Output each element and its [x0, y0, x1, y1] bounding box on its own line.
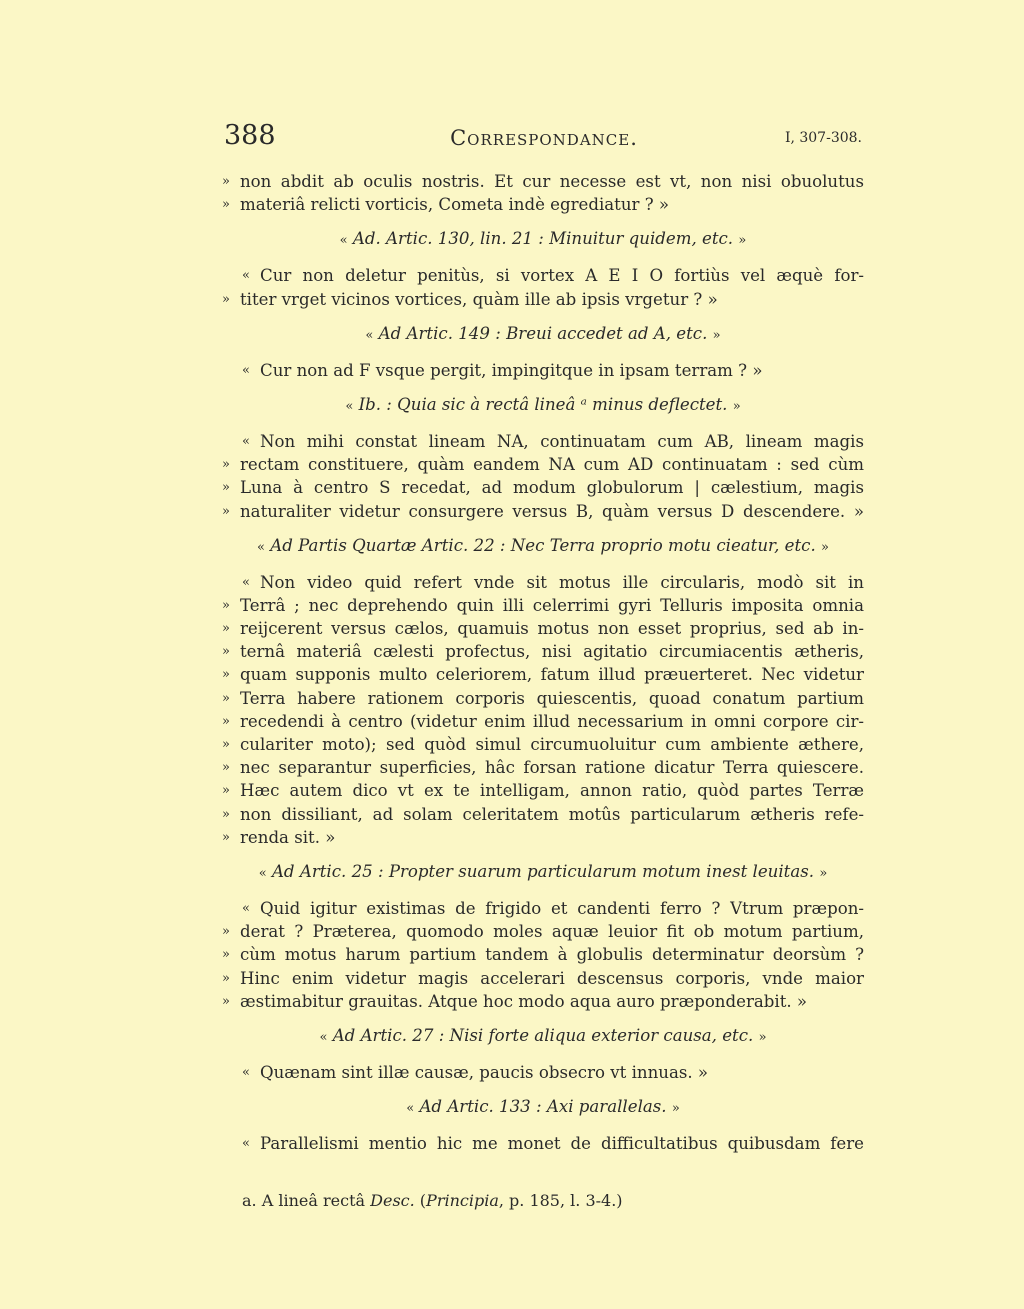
- section-heading: [222, 321, 864, 347]
- line-text: Cur non deletur penitùs, si vortex A E I O fortiùs vel æquè for-: [260, 266, 864, 286]
- quote-mark: »: [222, 970, 230, 986]
- heading-text: Ib. : Quia sic à rectâ lineâ ᵃ minus deflectet.: [358, 394, 728, 414]
- line-text: quam supponis multo celeriorem, fatum illud præuerteret. Nec videtur: [240, 665, 864, 685]
- line-text: Cur non ad F vsque pergit, impingitque in ipsam terram ? »: [260, 360, 763, 380]
- close-quote: »: [712, 327, 721, 343]
- text-line: [222, 779, 864, 802]
- quote-mark: »: [222, 690, 230, 706]
- line-text: rectam constituere, quàm eandem NA cum AD continuatam : sed cùm: [240, 455, 864, 475]
- quote-mark: »: [222, 503, 230, 519]
- section-heading: [222, 392, 864, 418]
- text-line: [222, 826, 864, 849]
- quote-mark: »: [222, 480, 230, 496]
- text-line: [222, 288, 864, 311]
- text-line: [222, 571, 864, 594]
- footnote: [242, 1190, 862, 1212]
- text-line: [222, 687, 864, 710]
- line-text: nec separantur superficies, hâc forsan ratione dicatur Terra quiescere.: [240, 758, 864, 778]
- text-line: [222, 430, 864, 453]
- text-line: [222, 943, 864, 966]
- line-text: Terra habere rationem corporis quiescentis, quoad conatum partium: [240, 688, 864, 708]
- text-line: [222, 920, 864, 943]
- quote-mark: »: [222, 457, 230, 473]
- line-text: Terrâ ; nec deprehendo quin illi celerrimi gyri Telluris imposita omnia: [240, 595, 864, 615]
- close-quote: »: [671, 1101, 680, 1117]
- footnote-tail: , p. 185, l. 3-4.): [498, 1191, 623, 1210]
- paragraph: [222, 170, 864, 216]
- open-quote: «: [406, 1101, 415, 1117]
- quote-mark: »: [222, 924, 230, 940]
- footnote-text: A lineâ rectâ: [261, 1191, 366, 1210]
- quote-mark: »: [222, 829, 230, 845]
- line-text: Non mihi constat lineam NA, continuatam cum AB, lineam magis: [260, 431, 864, 451]
- open-quote: «: [257, 539, 265, 555]
- text-line: [222, 640, 864, 663]
- quote-mark: »: [222, 597, 230, 613]
- text-line: [222, 803, 864, 826]
- text-body: [222, 170, 864, 1155]
- page-header: [224, 120, 864, 156]
- running-title: Correspondance.: [450, 126, 638, 150]
- line-text: æstimabitur grauitas. Atque hoc modo aqua auro præponderabit. »: [240, 991, 808, 1011]
- text-line: [222, 710, 864, 733]
- footnote-italic-desc: Desc.: [370, 1191, 415, 1210]
- text-line: [222, 476, 864, 499]
- paragraph: [222, 1132, 864, 1155]
- line-text: Quid igitur existimas de frigido et candenti ferro ? Vtrum præpon-: [260, 898, 864, 918]
- paragraph: [222, 1061, 864, 1084]
- open-quote: «: [339, 233, 348, 249]
- paragraph: [222, 359, 864, 382]
- open-quote: «: [319, 1029, 328, 1045]
- text-line: [222, 264, 864, 287]
- quote-mark: «: [242, 900, 250, 916]
- paragraph: [222, 571, 864, 849]
- close-quote: »: [821, 539, 829, 555]
- quote-mark: »: [222, 947, 230, 963]
- quote-mark: «: [242, 268, 250, 284]
- line-text: Quænam sint illæ causæ, paucis obsecro vt innuas. »: [260, 1062, 709, 1082]
- footnote-marker: a.: [242, 1191, 257, 1210]
- text-line: [222, 359, 864, 382]
- quote-mark: «: [242, 574, 250, 590]
- heading-text: Ad. Artic. 130, lin. 21 : Minuitur quidem, etc.: [352, 229, 734, 249]
- quote-mark: »: [222, 291, 230, 307]
- heading-text: Ad Artic. 133 : Axi parallelas.: [419, 1097, 667, 1117]
- quote-mark: «: [242, 433, 250, 449]
- text-line: [222, 170, 864, 193]
- line-text: ternâ materiâ cælesti profectus, nisi agitatio circumiacentis ætheris,: [240, 642, 864, 662]
- text-line: [222, 756, 864, 779]
- quote-mark: «: [242, 1136, 250, 1152]
- line-text: cùm motus harum partium tandem à globulis determinatur deorsùm ?: [240, 945, 864, 965]
- close-quote: »: [738, 233, 747, 249]
- text-line: [222, 453, 864, 476]
- text-line: [222, 1132, 864, 1155]
- quote-mark: »: [222, 713, 230, 729]
- section-heading: [222, 533, 864, 559]
- page-reference: I, 307-308.: [784, 130, 862, 146]
- section-heading: [222, 226, 864, 252]
- text-line: [222, 617, 864, 640]
- quote-mark: «: [242, 1064, 250, 1080]
- quote-mark: »: [222, 621, 230, 637]
- footnote-paren: (: [419, 1191, 427, 1210]
- close-quote: »: [732, 398, 741, 414]
- text-line: [222, 663, 864, 686]
- paragraph: [222, 897, 864, 1013]
- line-text: Non video quid refert vnde sit motus ille circularis, modò sit in: [260, 572, 864, 592]
- line-text: recedendi à centro (videtur enim illud necessarium in omni corpore cir-: [240, 711, 864, 731]
- text-line: [222, 193, 864, 216]
- line-text: materiâ relicti vorticis, Cometa indè egrediatur ? »: [240, 195, 670, 215]
- line-text: titer vrget vicinos vortices, quàm ille ab ipsis vrgetur ? »: [240, 289, 718, 309]
- text-line: [222, 594, 864, 617]
- text-line: [222, 733, 864, 756]
- quote-mark: »: [222, 667, 230, 683]
- line-text: derat ? Præterea, quomodo moles aquæ leuior fit ob motum partium,: [240, 922, 864, 942]
- close-quote: »: [819, 865, 828, 881]
- line-text: reijcerent versus cælos, quamuis motus non esset proprius, sed ab in-: [240, 619, 864, 639]
- line-text: Parallelismi mentio hic me monet de difficultatibus quibusdam fere: [260, 1134, 864, 1154]
- text-line: [222, 897, 864, 920]
- quote-mark: »: [222, 737, 230, 752]
- heading-text: Ad Partis Quartæ Artic. 22 : Nec Terra proprio motu cieatur, etc.: [270, 535, 816, 555]
- line-text: non abdit ab oculis nostris. Et cur necesse est vt, non nisi obuolutus: [240, 172, 864, 191]
- page-number: 388: [224, 120, 276, 151]
- line-text: Hinc enim videtur magis accelerari descensus corporis, vnde maior: [240, 968, 864, 988]
- open-quote: «: [258, 865, 267, 881]
- close-quote: »: [758, 1029, 767, 1045]
- open-quote: «: [365, 327, 374, 343]
- heading-text: Ad Artic. 149 : Breui accedet ad A, etc.: [378, 323, 708, 343]
- quote-mark: »: [222, 806, 230, 822]
- text-line: [222, 967, 864, 990]
- section-heading: [222, 1094, 864, 1120]
- footnote-italic-principia: Principia: [426, 1191, 499, 1210]
- line-text: non dissiliant, ad solam celeritatem motûs particularum ætheris refe-: [240, 804, 864, 824]
- line-text: naturaliter videtur consurgere versus B, quàm versus D descendere. »: [240, 501, 864, 521]
- section-heading: [222, 859, 864, 885]
- text-line: [222, 990, 864, 1013]
- line-text: renda sit. »: [240, 827, 336, 847]
- heading-text: Ad Artic. 27 : Nisi forte aliqua exterior causa, etc.: [332, 1025, 754, 1045]
- quote-mark: »: [222, 644, 230, 660]
- quote-mark: »: [222, 197, 230, 213]
- line-text: Hæc autem dico vt ex te intelligam, annon ratio, quòd partes Terræ: [240, 781, 864, 801]
- line-text: culariter moto); sed quòd simul circumuoluitur cum ambiente æthere,: [240, 735, 864, 754]
- quote-mark: »: [222, 993, 230, 1009]
- quote-mark: »: [222, 174, 230, 189]
- open-quote: «: [345, 398, 354, 414]
- text-line: [222, 1061, 864, 1084]
- quote-mark: «: [242, 362, 250, 378]
- quote-mark: »: [222, 760, 230, 776]
- quote-mark: »: [222, 783, 230, 799]
- section-heading: [222, 1023, 864, 1049]
- line-text: Luna à centro S recedat, ad modum globulorum | cælestium, magis: [240, 478, 864, 498]
- text-line: [222, 500, 864, 523]
- paragraph: [222, 264, 864, 310]
- heading-text: Ad Artic. 25 : Propter suarum particularum motum inest leuitas.: [271, 861, 815, 881]
- paragraph: [222, 430, 864, 523]
